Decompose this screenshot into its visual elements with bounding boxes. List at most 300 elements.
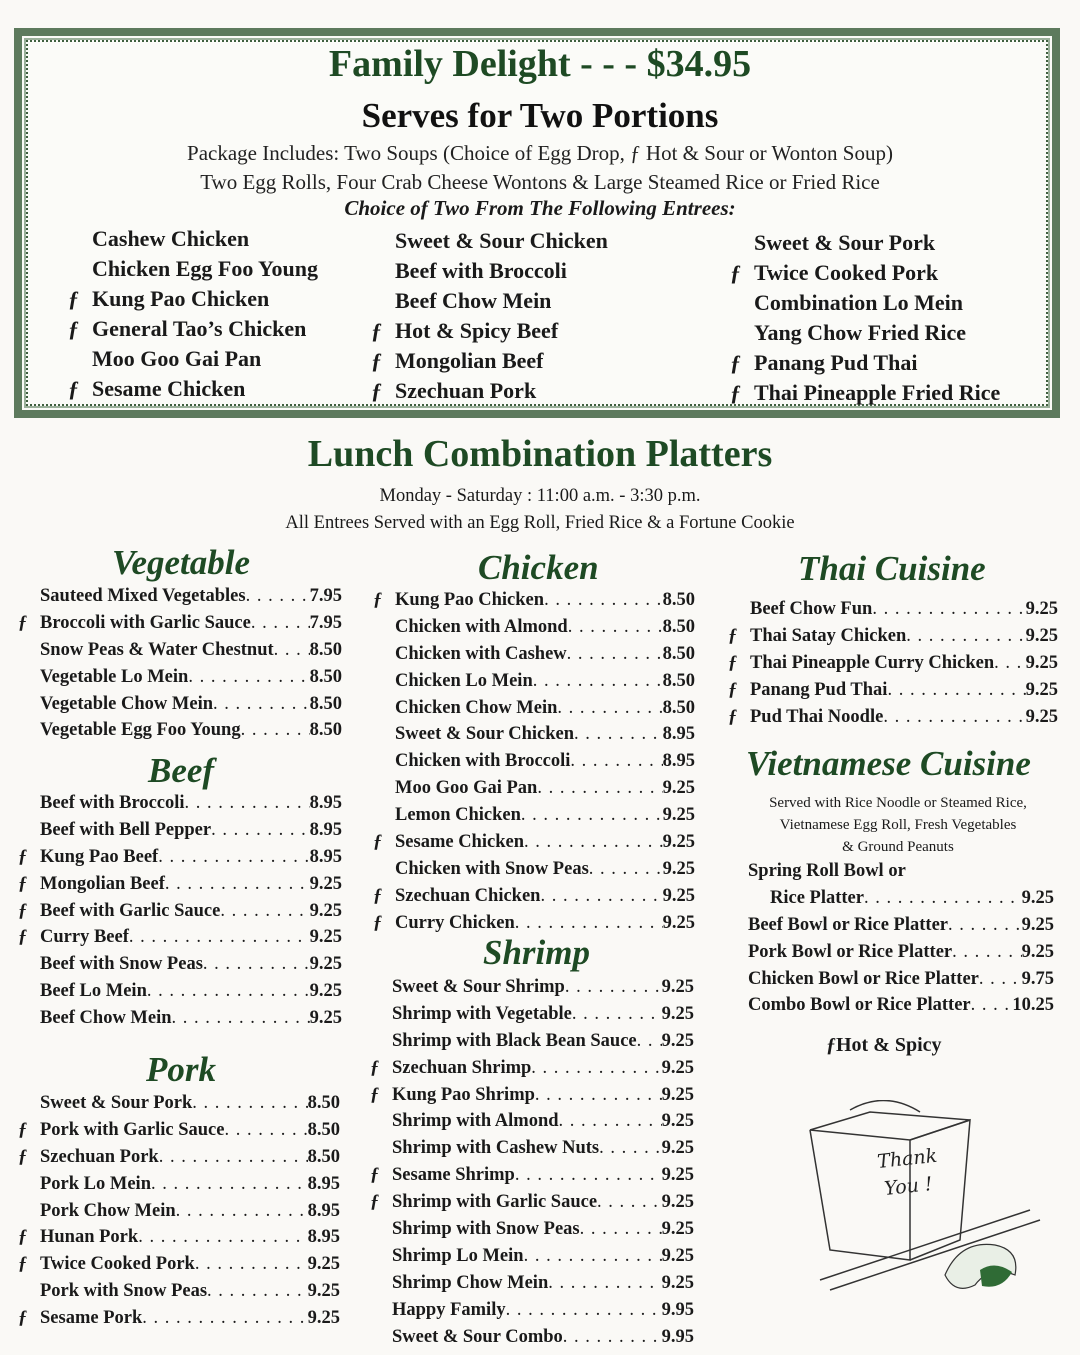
item-name: Curry Beef [40, 927, 129, 948]
item-price: 8.50 [309, 639, 342, 660]
dot-leader [567, 641, 663, 668]
item-name: Pork Chow Mein [40, 1200, 176, 1221]
hot-pepper-icon: ƒ [18, 927, 28, 948]
item-name: Snow Peas & Water Chestnut [40, 639, 274, 660]
vegetable-list [18, 583, 342, 744]
entree-item [395, 286, 608, 316]
item-price: 9.25 [1025, 599, 1058, 619]
menu-item [18, 1224, 340, 1251]
item-name: Sweet & Sour Chicken [395, 724, 575, 745]
item-name: Szechuan Chicken [395, 885, 541, 906]
item-price: 9.25 [661, 1111, 694, 1132]
menu-item [395, 856, 695, 883]
item-price: 9.75 [1021, 968, 1054, 989]
choice-heading: Choice of Two From The Following Entrees: [344, 196, 736, 220]
item-price: 8.95 [309, 819, 342, 840]
dot-leader [544, 587, 663, 614]
item-name: Rice Platter [770, 887, 864, 908]
menu-item [18, 1305, 340, 1332]
dot-leader [151, 1171, 308, 1198]
menu-item [18, 1144, 340, 1171]
hot-pepper-icon: ƒ [68, 316, 79, 341]
dot-leader [506, 1297, 662, 1324]
lunch-title: Lunch Combination Platters [307, 433, 773, 475]
item-name: Beef with Broccoli [40, 793, 185, 813]
dot-leader [597, 1189, 662, 1216]
item-name: Twice Cooked Pork [40, 1254, 195, 1275]
item-name: Pork Bowl or Rice Platter [748, 941, 953, 962]
menu-item [395, 748, 695, 775]
hot-pepper-icon: ƒ [373, 832, 383, 853]
menu-item [40, 717, 342, 744]
item-price: 9.25 [662, 832, 695, 853]
item-name: Chicken with Almond [395, 616, 568, 637]
entree-name: Kung Pao Chicken [92, 286, 270, 311]
item-price: 8.50 [662, 590, 695, 610]
hot-pepper-icon: ƒ [373, 590, 383, 610]
entree-name: Panang Pud Thai [754, 350, 918, 375]
section-title-beef: Beef [148, 751, 215, 790]
item-name: Pork with Garlic Sauce [40, 1119, 225, 1140]
legend-label: Hot & Spicy [836, 1034, 942, 1056]
dot-leader [568, 614, 663, 641]
hot-pepper-icon: ƒ [18, 1227, 28, 1248]
entree-name: Sesame Chicken [92, 376, 246, 401]
dot-leader [211, 817, 310, 844]
takeout-box-illustration [790, 1100, 1060, 1310]
dot-leader [220, 898, 309, 925]
item-name: Szechuan Shrimp [392, 1057, 532, 1078]
dot-leader [142, 1305, 307, 1332]
menu-item [395, 695, 695, 722]
menu-item [40, 691, 342, 718]
entree-item [371, 316, 608, 346]
entree-item [754, 228, 1000, 258]
item-name: Spring Roll Bowl or [748, 861, 906, 881]
dot-leader [185, 790, 310, 817]
menu-item [40, 951, 342, 978]
hot-pepper-icon: ƒ [826, 1034, 836, 1056]
hot-pepper-icon: ƒ [728, 652, 738, 673]
item-price: 9.25 [1021, 887, 1054, 908]
item-price: 9.25 [307, 1308, 340, 1329]
item-name: Beef Lo Mein [40, 981, 147, 1002]
dot-leader [574, 721, 663, 748]
item-price: 9.25 [307, 1254, 340, 1275]
item-name: Pork Lo Mein [40, 1173, 151, 1194]
hot-spicy-legend [826, 1034, 942, 1057]
entree-column-1 [68, 224, 318, 404]
item-price: 9.25 [1025, 652, 1058, 673]
item-name: Panang Pud Thai [750, 679, 888, 700]
menu-item [373, 829, 695, 856]
item-name: Moo Goo Gai Pan [395, 778, 538, 799]
menu-item [395, 775, 695, 802]
item-name: Shrimp with Snow Peas [392, 1219, 580, 1240]
item-price: 9.25 [661, 1165, 694, 1186]
hot-pepper-icon: ƒ [728, 625, 738, 646]
item-price: 9.95 [661, 1299, 694, 1320]
item-price: 7.95 [309, 586, 342, 606]
hot-pepper-icon: ƒ [730, 260, 741, 285]
section-title-shrimp: Shrimp [483, 933, 590, 972]
item-price: 8.95 [309, 846, 342, 867]
item-price: 9.25 [309, 927, 342, 948]
entree-name: Hot & Spicy Beef [395, 318, 559, 343]
package-line-1: Package Includes: Two Soups (Choice of Egg Drop, ƒ Hot & Sour or Wonton Soup) [187, 141, 893, 165]
item-price: 9.25 [662, 778, 695, 799]
entree-name: Twice Cooked Pork [754, 260, 939, 285]
package-line-2: Two Egg Rolls, Four Crab Cheese Wontons & Large Steamed Rice or Fried Rice [200, 170, 880, 194]
entree-name: Mongolian Beef [395, 348, 544, 373]
item-price: 8.50 [662, 697, 695, 718]
hot-pepper-icon: ƒ [730, 350, 741, 375]
menu-item [18, 610, 342, 637]
menu-item [392, 1001, 694, 1028]
box-handle [850, 1100, 920, 1112]
item-name: Shrimp with Cashew Nuts [392, 1138, 600, 1159]
dot-leader [172, 1005, 310, 1032]
item-price: 8.50 [307, 1146, 340, 1167]
entree-name: Thai Pineapple Fried Rice [754, 380, 1001, 405]
dot-leader [521, 802, 663, 829]
item-name: Vegetable Egg Foo Young [40, 720, 241, 741]
section-title-pork: Pork [146, 1050, 216, 1089]
item-price: 8.50 [309, 720, 342, 741]
menu-item [728, 623, 1058, 650]
dot-leader [864, 885, 1022, 912]
item-name: Kung Pao Shrimp [392, 1084, 535, 1105]
you-text: You ! [883, 1173, 934, 1200]
menu-item [40, 790, 342, 817]
entree-name: Yang Chow Fried Rice [754, 320, 967, 345]
dot-leader [207, 1278, 308, 1305]
item-name: Curry Chicken [395, 912, 515, 933]
dot-leader [599, 1135, 661, 1162]
vietnamese-desc-line: & Ground Peanuts [842, 839, 954, 855]
item-name: Combo Bowl or Rice Platter [748, 995, 971, 1016]
hot-pepper-icon: ƒ [730, 380, 741, 405]
thai-list [728, 596, 1058, 730]
item-name: Chicken with Cashew [395, 643, 567, 664]
menu-item [748, 992, 1054, 1019]
dot-leader [515, 1162, 662, 1189]
entree-item [395, 226, 608, 256]
item-name: Kung Pao Beef [40, 846, 159, 867]
dot-leader [535, 1082, 662, 1109]
hot-pepper-icon: ƒ [18, 1119, 28, 1140]
menu-item [40, 1198, 340, 1225]
entree-item [730, 348, 1000, 378]
dot-leader [570, 748, 662, 775]
item-price: 8.50 [662, 616, 695, 637]
section-title-thai: Thai Cuisine [798, 549, 986, 588]
entree-name: Beef with Broccoli [395, 258, 567, 283]
item-name: Beef Chow Mein [40, 1008, 172, 1029]
hot-pepper-icon: ƒ [373, 912, 383, 933]
hot-pepper-icon: ƒ [18, 846, 28, 867]
item-name: Happy Family [392, 1299, 506, 1320]
item-price: 9.25 [661, 1030, 694, 1051]
item-name: Beef with Garlic Sauce [40, 900, 221, 921]
item-price: 8.95 [662, 751, 695, 772]
entree-item [68, 284, 318, 314]
entree-name: Moo Goo Gai Pan [92, 346, 262, 371]
hot-pepper-icon: ƒ [370, 1084, 380, 1105]
item-price: 8.50 [309, 693, 342, 714]
hot-pepper-icon: ƒ [371, 318, 382, 343]
box-lid [810, 1112, 970, 1140]
menu-item [750, 596, 1058, 623]
section-title-vegetable: Vegetable [112, 543, 251, 582]
menu-item [392, 1270, 694, 1297]
item-price: 9.95 [661, 1326, 694, 1347]
menu-item [370, 1189, 694, 1216]
item-name: Vegetable Chow Mein [40, 693, 213, 714]
family-delight-title: Family Delight - - - $34.95 [328, 43, 752, 85]
item-price: 9.25 [661, 1219, 694, 1240]
item-name: Shrimp Chow Mein [392, 1272, 549, 1293]
item-price: 8.50 [307, 1093, 340, 1113]
hot-pepper-icon: ƒ [68, 376, 79, 401]
entree-name: Combination Lo Mein [754, 290, 964, 315]
item-price: 7.95 [309, 612, 342, 633]
dot-leader [565, 974, 662, 1001]
item-name: Sweet & Sour Shrimp [392, 977, 565, 997]
entree-item [730, 378, 1001, 408]
hot-pepper-icon: ƒ [371, 378, 382, 403]
entree-item [371, 376, 608, 406]
item-price: 9.25 [661, 1272, 694, 1293]
dot-leader [979, 966, 1022, 993]
menu-item [392, 1297, 694, 1324]
entree-name: Cashew Chicken [92, 226, 250, 251]
menu-item [373, 910, 695, 937]
entree-item [754, 318, 1000, 348]
dot-leader [524, 829, 663, 856]
dot-leader [176, 1198, 308, 1225]
item-name: Shrimp with Garlic Sauce [392, 1192, 598, 1213]
dot-leader [246, 583, 310, 610]
item-name: Chicken Lo Mein [395, 670, 533, 691]
dot-leader [195, 1251, 308, 1278]
item-price: 8.95 [307, 1173, 340, 1194]
vietnamese-desc-line: Vietnamese Egg Roll, Fresh Vegetables [779, 817, 1017, 833]
dot-leader [147, 978, 310, 1005]
item-price: 8.50 [309, 666, 342, 687]
dot-leader [192, 1090, 307, 1117]
shrimp-list [370, 974, 694, 1350]
dot-leader [274, 637, 310, 664]
entree-item [730, 258, 1000, 288]
menu-item [748, 858, 1054, 885]
item-price: 9.25 [661, 1057, 694, 1078]
menu-item [40, 637, 342, 664]
dot-leader [948, 912, 1022, 939]
menu-item [40, 583, 342, 610]
item-name: Beef with Snow Peas [40, 954, 203, 975]
item-name: Chicken Bowl or Rice Platter [748, 968, 979, 989]
item-name: Pork with Snow Peas [40, 1281, 208, 1302]
item-price: 9.25 [1025, 679, 1058, 700]
hot-pepper-icon: ƒ [728, 679, 738, 700]
item-name: Thai Pineapple Curry Chicken [750, 652, 995, 673]
item-name: Thai Satay Chicken [750, 625, 907, 646]
entree-name: Sweet & Sour Chicken [395, 228, 608, 253]
item-price: 9.25 [309, 873, 342, 894]
entree-item [92, 224, 318, 254]
dot-leader [548, 1270, 661, 1297]
item-price: 8.50 [307, 1119, 340, 1140]
lunch-note: All Entrees Served with an Egg Roll, Fried Rice & a Fortune Cookie [285, 513, 795, 533]
dot-leader [188, 664, 309, 691]
chicken-list [373, 587, 695, 937]
lunch-hours: Monday - Saturday : 11:00 a.m. - 3:30 p.m. [379, 486, 701, 506]
menu-item [18, 844, 342, 871]
section-title-vietnamese: Vietnamese Cuisine [746, 744, 1031, 783]
dot-leader [557, 695, 662, 722]
hot-pepper-icon: ƒ [18, 1308, 28, 1329]
menu-item [18, 898, 342, 925]
dot-leader [537, 775, 662, 802]
menu-item [728, 704, 1058, 731]
item-price: 9.25 [1025, 625, 1058, 646]
dot-leader [994, 650, 1026, 677]
dot-leader [563, 1324, 662, 1351]
vietnamese-description [730, 792, 1066, 858]
entree-item [92, 344, 318, 374]
hot-pepper-icon: ƒ [18, 873, 28, 894]
entree-name: General Tao’s Chicken [92, 316, 307, 341]
menu-item [40, 817, 342, 844]
menu-item [370, 1082, 694, 1109]
entree-name: Chicken Egg Foo Young [92, 256, 318, 281]
hot-pepper-icon: ƒ [728, 706, 738, 727]
dot-leader [524, 1243, 662, 1270]
item-price: 9.25 [661, 1245, 694, 1266]
hot-pepper-icon: ƒ [370, 1192, 380, 1213]
entree-item [92, 254, 318, 284]
menu-item [40, 664, 342, 691]
menu-item [18, 1117, 340, 1144]
dot-leader [906, 623, 1025, 650]
pork-list [18, 1090, 340, 1332]
entree-name: Beef Chow Mein [395, 288, 552, 313]
hot-pepper-icon: ƒ [370, 1057, 380, 1078]
item-price: 9.25 [662, 858, 695, 879]
item-name: Shrimp with Vegetable [392, 1003, 572, 1024]
section-title-chicken: Chicken [478, 548, 599, 587]
item-price: 8.95 [307, 1227, 340, 1248]
item-name: Beef Bowl or Rice Platter [748, 914, 948, 935]
item-price: 9.25 [662, 912, 695, 933]
menu-item [40, 978, 342, 1005]
item-price: 9.25 [662, 885, 695, 906]
item-name: Lemon Chicken [395, 805, 521, 826]
item-price: 8.95 [662, 724, 695, 745]
item-price: 8.50 [662, 670, 695, 691]
item-name: Hunan Pork [40, 1227, 139, 1248]
vietnamese-desc-line: Served with Rice Noodle or Steamed Rice, [769, 795, 1027, 811]
item-name: Vegetable Lo Mein [40, 666, 189, 687]
hot-pepper-icon: ƒ [373, 885, 383, 906]
item-name: Sesame Shrimp [392, 1165, 515, 1186]
family-delight-subtitle: Serves for Two Portions [361, 96, 719, 135]
dot-leader [241, 717, 310, 744]
menu-item [392, 1135, 694, 1162]
item-price: 9.25 [1021, 914, 1054, 935]
hot-pepper-icon: ƒ [18, 612, 28, 633]
menu-item [18, 1251, 340, 1278]
hot-pepper-icon: ƒ [18, 1254, 28, 1275]
dot-leader [203, 951, 310, 978]
hot-pepper-icon: ƒ [18, 1146, 28, 1167]
menu-item [748, 885, 1054, 912]
dot-leader [883, 704, 1025, 731]
dot-leader [138, 1224, 307, 1251]
item-name: Sesame Chicken [395, 832, 524, 853]
item-price: 9.25 [661, 1003, 694, 1024]
item-price: 8.95 [307, 1200, 340, 1221]
entree-name: Sweet & Sour Pork [754, 230, 936, 255]
dot-leader [165, 871, 310, 898]
entree-item [68, 374, 318, 404]
item-name: Chicken with Broccoli [395, 751, 571, 772]
dot-leader [515, 910, 663, 937]
item-price: 9.25 [662, 805, 695, 826]
hot-pepper-icon: ƒ [68, 286, 79, 311]
item-price: 9.25 [309, 900, 342, 921]
dot-leader [971, 992, 1013, 1019]
item-name: Pud Thai Noodle [750, 706, 884, 727]
dot-leader [224, 1117, 307, 1144]
menu-item [748, 939, 1054, 966]
menu-item [748, 912, 1054, 939]
dot-leader [531, 1055, 661, 1082]
menu-item [373, 587, 695, 614]
menu-item [18, 924, 342, 951]
entree-item [754, 288, 1000, 318]
dot-leader [533, 668, 663, 695]
dot-leader [251, 610, 310, 637]
item-price: 9.25 [1021, 941, 1054, 962]
menu-item [392, 1216, 694, 1243]
menu-item [392, 1028, 694, 1055]
dot-leader [158, 844, 309, 871]
dot-leader [572, 1001, 662, 1028]
menu-item [392, 1108, 694, 1135]
menu-item [40, 1090, 340, 1117]
item-name: Sweet & Sour Combo [392, 1326, 563, 1347]
menu-item [395, 614, 695, 641]
menu-item [392, 1243, 694, 1270]
hot-pepper-icon: ƒ [370, 1165, 380, 1186]
entree-name: Szechuan Pork [395, 378, 537, 403]
dot-leader [637, 1028, 662, 1055]
dot-leader [213, 691, 310, 718]
menu-item [728, 677, 1058, 704]
menu-item [395, 802, 695, 829]
item-price: 9.25 [661, 1192, 694, 1213]
dot-leader [159, 1144, 308, 1171]
menu-item [373, 883, 695, 910]
entree-column-3 [730, 228, 1001, 408]
dot-leader [872, 596, 1025, 623]
item-name: Chicken Chow Mein [395, 697, 558, 718]
item-name: Kung Pao Chicken [395, 590, 545, 610]
item-name: Shrimp with Black Bean Sauce [392, 1030, 637, 1051]
item-price: 9.25 [661, 1138, 694, 1159]
